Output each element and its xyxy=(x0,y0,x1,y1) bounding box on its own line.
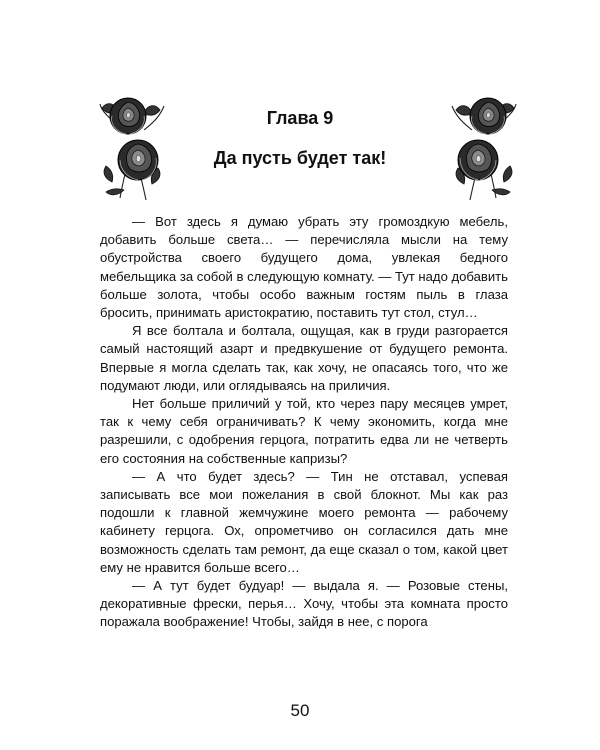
chapter-title: Да пусть будет так! xyxy=(213,148,387,168)
paragraph: — А что будет здесь? — Тин не отставал, успевая записывать все мои пожелания в свой блокнот. Мы как раз подошли к главной жемчужине моего ремонта — рабочему кабинету герцога. Ох, опрометчиво он согласился дать мне возможность сделать там ремонт, да еще сказал о том, какой цвет ему не нравится больше всего… xyxy=(100,468,508,575)
rose-bouquet-icon xyxy=(450,86,518,204)
page-number: 50 xyxy=(290,701,310,720)
chapter-body xyxy=(100,213,508,632)
chapter-number: Глава 9 xyxy=(266,108,334,128)
paragraph: — Вот здесь я думаю убрать эту громоздкую мебель, добавить больше света… — перечисляла мысли на тему обустройства своего будущего дома, увлекая бедного мебельщика за собой в следующую комнату. — Тут надо добавить больше золота, чтобы особо важным гостям пыль в глаза бросить, принимать аристократию, поставить тут стол, стул… xyxy=(100,214,508,321)
paragraph: Я все болтала и болтала, ощущая, как в груди разгорается самый настоящий азарт и предвкушение от будущего ремонта. Впервые я могла сделать так, как хочу, не опасаясь того, что же подумают люди, или оглядываясь на приличия. xyxy=(100,323,508,393)
paragraph: — А тут будет будуар! — выдала я. — Розовые стены, декоративные фрески, перья… Хочу, чтобы эта комната просто поражала воображение! Чтобы, зайдя в нее, с порога xyxy=(100,578,508,630)
paragraph: Нет больше приличий у той, кто через пару месяцев умрет, так к чему себя ограничивать? К чему экономить, когда мне разрешили, с одобрения герцога, потратить едва ли не четверть его состояния на собственные капризы? xyxy=(100,396,508,466)
rose-bouquet-icon xyxy=(98,86,166,204)
